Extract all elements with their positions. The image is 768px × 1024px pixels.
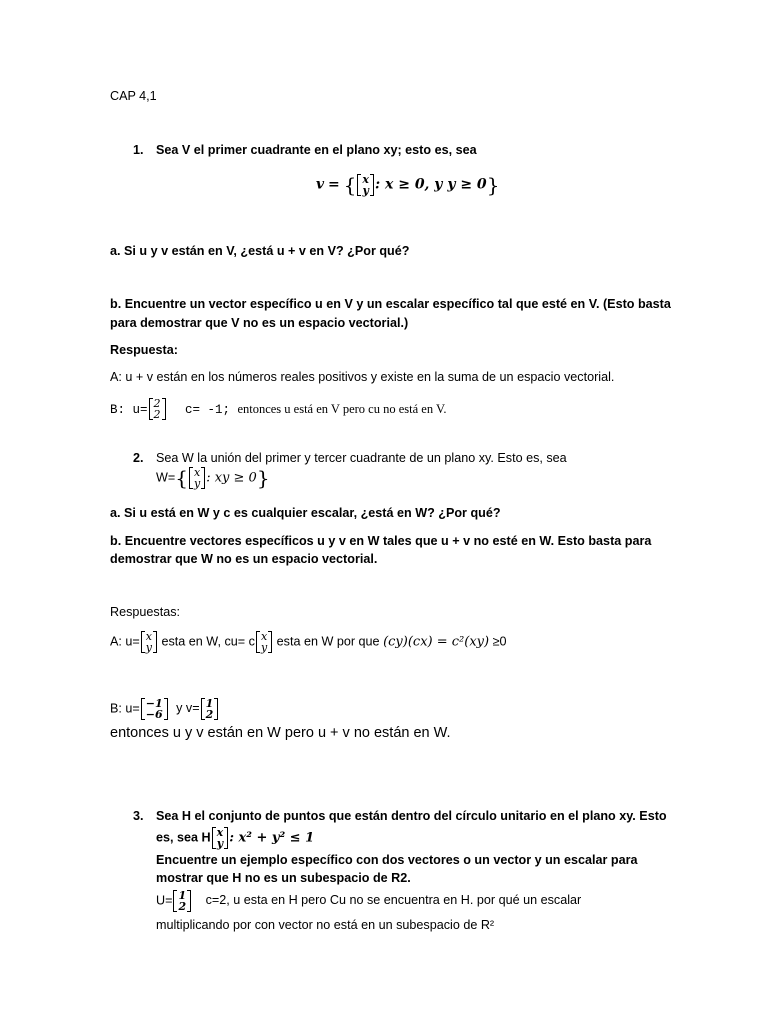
answer-a-vector-cu	[256, 631, 272, 653]
problem-2-answer-a	[110, 631, 507, 653]
problem-2-part-b-line1: b. Encuentre vectores específicos u y v en W tales que u + v no esté en W. Esto basta para	[110, 534, 652, 548]
problem-1-part-a: a. Si u y v están en V, ¿está u + v en V? ¿Por qué?	[110, 244, 410, 258]
problem-2-statement: Sea W la unión del primer y tercer cuadrante de un plano xy. Esto es, sea	[156, 451, 567, 465]
answer-b-vector-v	[201, 698, 219, 720]
vec-bottom: y	[362, 184, 369, 197]
problem-1-answer-b	[110, 398, 447, 420]
left-brace: {	[175, 466, 188, 490]
problem-3-line2	[156, 827, 314, 849]
problem-2-part-b-line2: demostrar que W no es un espacio vectorial.	[110, 552, 378, 566]
problem-3-line4: mostrar que H no es un subespacio de R2.	[156, 871, 411, 885]
answer-b-vector-u	[141, 698, 168, 720]
eq-v-symbol: v	[316, 176, 325, 193]
answer-a-end: ≥0	[492, 634, 507, 649]
vec-bottom: y	[216, 837, 224, 850]
right-brace: }	[256, 466, 270, 490]
page-header: CAP 4,1	[110, 89, 157, 103]
vec-top: −1	[145, 697, 163, 710]
vec-top: 1	[205, 697, 214, 710]
problem-1-response-label: Respuesta:	[110, 343, 178, 357]
vec-top: 1	[178, 889, 187, 902]
problem-1-number: 1.	[133, 143, 144, 157]
vec-top: 2	[153, 397, 161, 410]
right-brace: }	[486, 173, 500, 197]
answer-b-prefix: B: u=	[110, 701, 140, 716]
line2-formula: : x² + y² ≤ 1	[229, 830, 315, 846]
answer-a-mid2: esta en W por que	[276, 634, 380, 649]
problem-1-part-b-line2: para demostrar que V no es un espacio vectorial.)	[110, 316, 409, 330]
vec-top: x	[193, 466, 201, 479]
vec-bottom: 2	[153, 408, 161, 421]
problem-3-number: 3.	[133, 809, 144, 823]
answer-a-prefix: A: u=	[110, 634, 140, 649]
vec-top: x	[145, 630, 152, 643]
problem-2-answer-b-line2: entonces u y v están en W pero u + v no están en W.	[110, 725, 451, 741]
left-brace: {	[343, 173, 357, 197]
vec-top: x	[362, 173, 369, 186]
column-vector-xy	[189, 467, 205, 489]
w-prefix: W=	[156, 470, 176, 485]
vec-bottom: 2	[178, 900, 187, 913]
problem-2-part-a: a. Si u está en W y c es cualquier escalar, ¿está en W? ¿Por qué?	[110, 506, 501, 520]
w-condition: : xy ≥ 0	[206, 470, 257, 486]
eq-condition: : x ≥ 0, y y ≥ 0	[374, 176, 487, 193]
answer-b-vector	[149, 398, 166, 420]
answer-b-scalar: c= -1;	[184, 403, 230, 418]
problem-1-answer-a: A: u + v están en los números reales positivos y existe en la suma de un espacio vectorial.	[110, 370, 615, 384]
answer-b-mid: y v=	[176, 701, 200, 716]
vec-top: x	[260, 630, 268, 643]
problem-2-answer-b	[110, 698, 219, 720]
problem-2-number: 2.	[133, 451, 144, 465]
vec-top: x	[216, 826, 224, 839]
vec-bottom: y	[193, 477, 201, 490]
answer-text: c=2, u esta en H pero Cu no se encuentra en H. por qué un escalar	[205, 893, 582, 908]
vec-bottom: −6	[145, 708, 163, 721]
problem-1-statement: Sea V el primer cuadrante en el plano xy; esto es, sea	[156, 143, 477, 157]
answer-b-explanation: entonces u está en V pero cu no está en V.	[237, 402, 447, 417]
vec-bottom: y	[145, 641, 152, 654]
eq-equals: =	[328, 176, 340, 193]
problem-2-set-equation	[156, 467, 270, 489]
problem-1-part-b-line1: b. Encuentre un vector específico u en V y un escalar específico tal que esté en V. (Esto basta	[110, 297, 671, 311]
answer-vector-u	[173, 890, 191, 912]
problem-3-answer	[156, 890, 581, 912]
line2-prefix: es, sea H	[156, 830, 211, 845]
problem-1-set-equation	[316, 174, 499, 196]
column-vector-xy	[212, 827, 229, 849]
problem-3-line3: Encuentre un ejemplo específico con dos vectores o un vector y un escalar para	[156, 853, 638, 867]
problem-3-answer-line2: multiplicando por con vector no está en un subespacio de R²	[156, 918, 495, 932]
problem-2-response-label: Respuestas:	[110, 605, 181, 619]
answer-a-formula: (cy)(cx) = c²(xy)	[383, 634, 490, 650]
answer-a-vector-u	[141, 631, 157, 653]
answer-a-mid: esta en W, cu= c	[161, 634, 255, 649]
vec-bottom: y	[260, 641, 268, 654]
vec-bottom: 2	[205, 708, 214, 721]
problem-3-line1: Sea H el conjunto de puntos que están dentro del círculo unitario en el plano xy. Esto	[156, 809, 667, 823]
answer-b-prefix: B: u=	[110, 403, 148, 418]
answer-prefix: U=	[156, 893, 173, 908]
column-vector-xy	[357, 174, 374, 196]
